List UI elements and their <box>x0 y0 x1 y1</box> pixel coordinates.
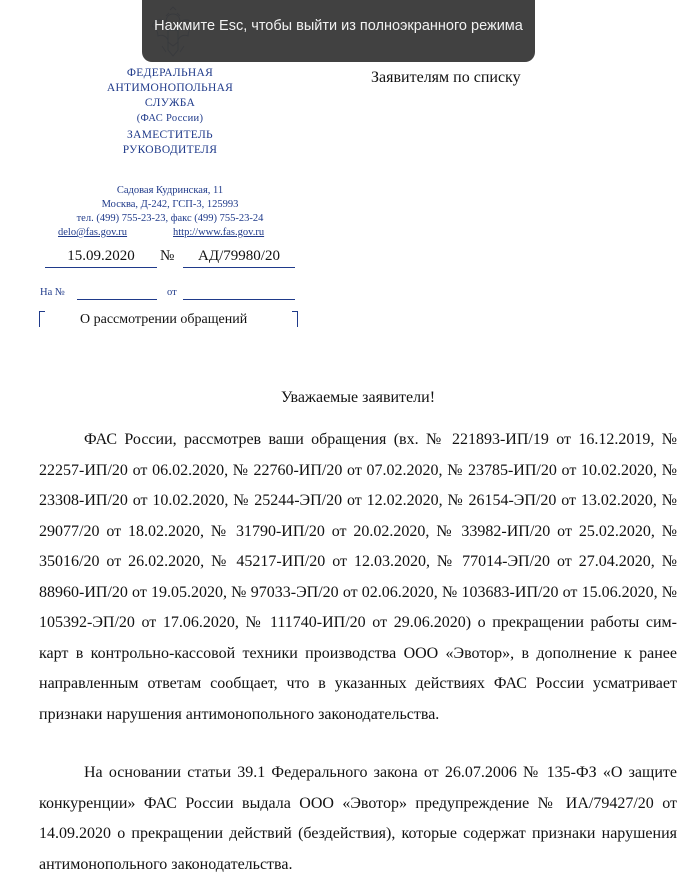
org-line: АНТИМОНОПОЛЬНАЯ <box>106 82 234 94</box>
website-link[interactable]: http://www.fas.gov.ru <box>173 227 265 238</box>
number-sign: № <box>160 248 175 264</box>
registration-date: 15.09.2020 <box>45 248 157 268</box>
title-line: ЗАМЕСТИТЕЛЬ <box>127 129 213 141</box>
organization-name <box>90 66 250 126</box>
recipient: Заявителям по списку <box>371 69 521 86</box>
email-link[interactable]: delo@fas.gov.ru <box>58 227 128 238</box>
contact-links <box>58 227 288 238</box>
reply-to-blank <box>77 299 157 300</box>
title-line: РУКОВОДИТЕЛЯ <box>122 144 218 156</box>
body-paragraph-2: На основании статьи 39.1 Федерального закона от 26.07.2006 № 135-ФЗ «О защите конкуренции» ФАС России выдала ООО «Эвотор» предупреждение № ИА/79427/20 от 14.09.2020 о прекращении действий (бездействия), которые содержат признаки нарушения антимонопольного законодательства. <box>39 764 677 873</box>
address-line: тел. (499) 755-23-23, факс (499) 755-23-24 <box>76 213 264 224</box>
body-paragraph-1: ФАС России, рассмотрев ваши обращения (вх. № 221893-ИП/19 от 16.12.2019, № 22257-ИП/20 от 06.02.2020, № 22760-ИП/20 от 07.02.2020, № 23785-ИП/20 от 10.02.2020, № 23308-ИП/20 от 10.02.2020, № 25244-ЭП/20 от 12.02.2020, № 26154-ЭП/20 от 13.02.2020, № 29077/20 от 18.02.2020, № 31790-ИП/20 от 20.02.2020, № 33982-ИП/20 от 25.02.2020, № 35016/20 от 26.02.2020, № 45217-ИП/20 от 12.03.2020, № 77014-ЭП/20 от 27.04.2020, № 88960-ИП/20 от 19.05.2020, № 97033-ЭП/20 от 02.06.2020, № 103683-ИП/20 от 15.06.2020, № 105392-ЭП/20 от 17.06.2020, № 111740-ИП/20 от 29.06.2020) о прекращении работы сим-карт в контрольно-кассовой техники производства ООО «Эвотор», в дополнение к ранее направленным ответам сообщает, что в указанных действиях ФАС России усматривает признаки нарушения антимонопольного законодательства. <box>39 431 677 723</box>
address-block <box>55 184 285 226</box>
signatory-title <box>90 128 250 158</box>
org-line: ФЕДЕРАЛЬНАЯ <box>126 67 214 79</box>
address-line: Москва, Д-242, ГСП-3, 125993 <box>101 199 239 210</box>
org-line: СЛУЖБА <box>144 97 196 109</box>
subject-bracket-right <box>292 311 298 327</box>
reply-to-label: На № <box>40 287 65 298</box>
from-label: от <box>167 287 177 298</box>
fullscreen-exit-hint: Нажмите Esc, чтобы выйти из полноэкранного режима <box>142 0 535 62</box>
address-line: Садовая Кудринская, 11 <box>116 185 224 196</box>
from-blank <box>183 299 295 300</box>
subject-bracket-left <box>39 311 45 327</box>
org-line: (ФАС России) <box>136 113 204 124</box>
subject-line: О рассмотрении обращений <box>80 312 248 327</box>
registration-number: АД/79980/20 <box>183 248 295 268</box>
greeting: Уважаемые заявители! <box>280 389 436 406</box>
